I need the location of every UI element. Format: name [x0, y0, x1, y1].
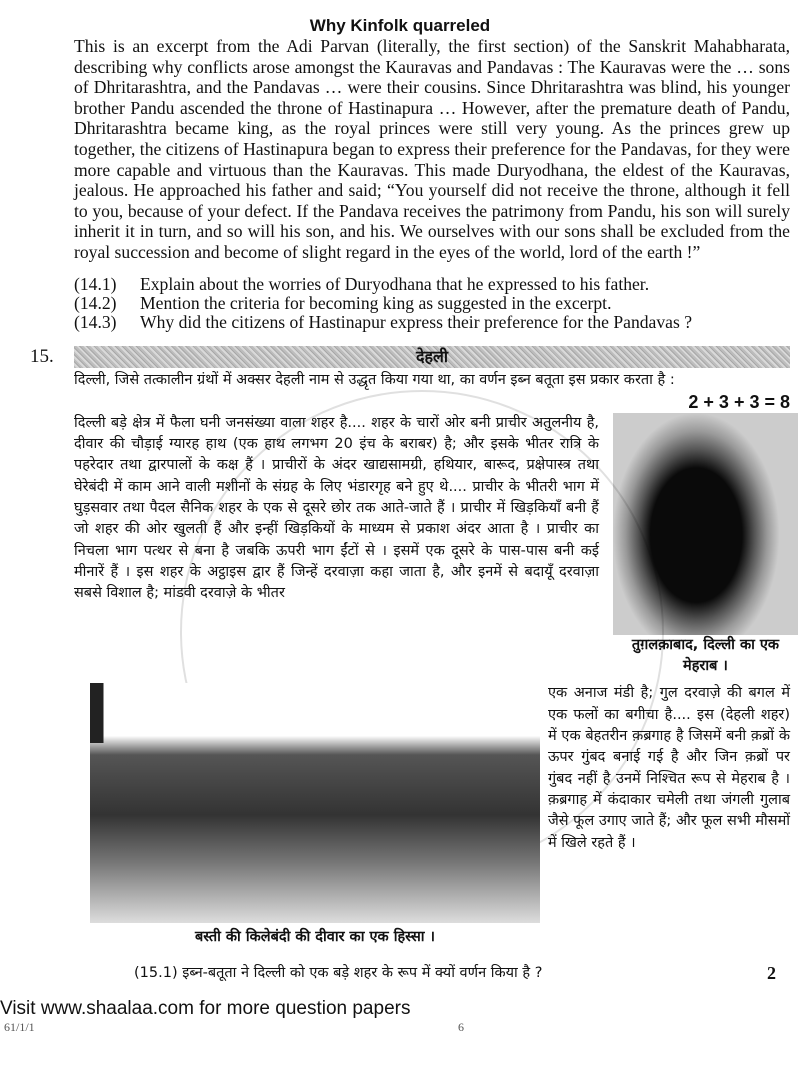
footer-link[interactable]: Visit www.shaalaa.com for more question papers — [0, 998, 411, 1020]
archway-caption: तुग़लक़ाबाद, दिल्ली का एक मेहराब । — [631, 636, 780, 675]
fort-wall-caption: बस्ती की किलेबंदी की दीवार का एक हिस्सा । — [194, 929, 436, 946]
question-14-3: (14.3) Why did the citizens of Hastinapur express their preference for the Pandavas ? — [74, 311, 693, 332]
page-number: 6 — [458, 1020, 464, 1035]
passage-part-2: एक अनाज मंडी है; गुल दरवाज़े की बगल में एक फलों का बगीचा है.... इस (देहली शहर) में एक बेहतरीन क़ब्रगाह है जिसमें बनी क़ब्रों के ऊपर गुंबद बनाई गई है और जिन क़ब्रों पर गुंबद नहीं है उनमें निश्चित रूप से मेहराब है । क़ब्रगाह में कंदाकार चमेली तथा जंगली गुलाब जैसे फूल उगाए जाते हैं; और फूल सभी मौसमों में खिले रहते हैं । — [548, 685, 790, 851]
question-14-2: (14.2) Mention the criteria for becoming king as suggested in the excerpt. — [74, 292, 612, 313]
intro-text: दिल्ली, जिसे तत्कालीन ग्रंथों में अक्सर देहली नाम से उद्धृत किया गया था, का वर्णन इब्न बतूता इस प्रकार करता है : — [74, 371, 675, 388]
question-15-1: (15.1) इब्न-बतूता ने दिल्ली को एक बड़े शहर के रूप में क्यों वर्णन किया है ? — [134, 964, 543, 981]
archway-photo — [613, 413, 798, 635]
passage-row-1 — [74, 413, 790, 678]
paper-code: 61/1/1 — [4, 1020, 35, 1035]
question-14-1: (14.1) Explain about the worries of Duryodhana that he expressed to his father. — [74, 273, 650, 294]
question-number: 15. — [30, 345, 54, 367]
fort-wall-photo — [90, 683, 540, 923]
section-title: Why Kinfolk quarreled — [309, 16, 491, 35]
passage-row-2 — [90, 683, 790, 948]
footer-meta — [4, 1020, 464, 1035]
question-list-14 — [74, 275, 790, 332]
question-15-1-marks: 2 — [767, 962, 776, 983]
archway-figure — [613, 413, 798, 678]
section-heading-bar: देहली — [74, 346, 790, 368]
fort-wall-figure — [90, 683, 540, 948]
question-15-header — [30, 346, 790, 368]
source-passage: This is an excerpt from the Adi Parvan (literally, the first section) of the Sanskrit Mahabharata, describing why conflicts arose amongst the Kauravas and Pandavas : The Kauravas were the … sons of Dhritarashtra, and the Pandavas … were their cousins. Since Dhritarashtra was blind, his younger brother Pandu ascended the throne of Hastinapura … However, after the premature death of Pandu, Dhritarashtra became king, as the royal princes were still very young. As the princes grew up together, the citizens of Hastinapura began to express their preference for the Pandavas, for they were more capable and virtuous than the Kauravas. This made Duryodhana, the eldest of the Kauravas, jealous. He approached his father and said; “You yourself did not receive the throne, although it fell to you, because of your defect. If the Pandava receives the patrimony from Pandu, his son will surely inherit it in turn, and so will his son, and his. We ourselves with our sons shall be excluded from the royal succession and become of slight regard in the eyes of the world, lord of the earth !” — [74, 36, 790, 262]
question-15-1-row — [134, 963, 776, 984]
passage-part-1: दिल्ली बड़े क्षेत्र में फैला घनी जनसंख्या वाला शहर है.... शहर के चारों ओर बनी प्राचीर अतुलनीय है, दीवार की चौड़ाई ग्यारह हाथ (एक हाथ लगभग 20 इंच के बराबर) है; और इसके भीतर रात्रि के पहरेदार तथा द्वारपालों के कक्ष हैं । प्राचीरों के अंदर खाद्यसामग्री, हथियार, बारूद, प्रक्षेपास्त्र तथा घेरेबंदी में काम आने वाली मशीनों के संग्रह के लिए भंडारगृह बने हुए थे.... प्राचीर के भीतरी भाग में घुड़सवार तथा पैदल सैनिक शहर के एक से दूसरे छोर तक आते-जाते हैं । प्राचीर में खिड़कियाँ बनी हैं जो शहर की ओर खुलती हैं और इन्हीं खिड़कियों के माध्यम से प्रकाश अंदर आता है । प्राचीर का निचला भाग पत्थर से बना है जबकि ऊपरी भाग ईंटों से । इसमें एक दूसरे के पास-पास बनी कई मीनारें हैं । इस शहर के अट्ठाइस द्वार हैं जिन्हें दरवाज़ा कहा जाता है, और इनमें से बदायूँ दरवाज़ा सबसे विशाल है; मांडवी दरवाज़े के भीतर — [74, 414, 599, 602]
marks: 2 + 3 + 3 = 8 — [688, 391, 790, 412]
